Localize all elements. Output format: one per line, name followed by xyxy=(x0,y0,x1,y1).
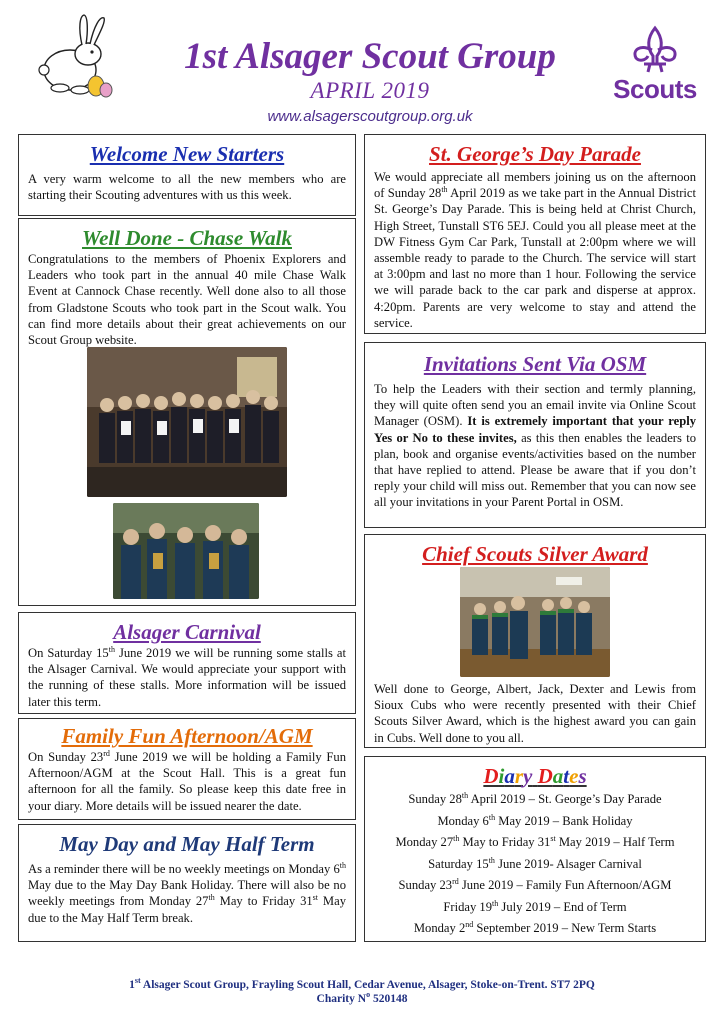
website-link[interactable]: www.alsagerscoutgroup.org.uk xyxy=(267,108,473,125)
family-fun-title: Family Fun Afternoon/AGM xyxy=(61,724,313,748)
scouts-wordmark: Scouts xyxy=(613,74,697,104)
fleur-de-lis-icon xyxy=(600,24,710,76)
scouts-logo xyxy=(600,24,710,104)
silver-award-section xyxy=(364,534,706,748)
may-day-body: As a reminder there will be no weekly meetings on Monday 6th May due to the May Day Bank Holiday. There will also be no weekly meetings from Monday 27th May to Friday 31st May due to the May Half Term break. xyxy=(28,860,346,925)
welcome-title: Welcome New Starters xyxy=(89,142,285,166)
chase-walk-body: Congratulations to the members of Phoenix Explorers and Leaders who took part in the annual 40 mile Chase Walk Event at Cannock Chase recently. Well done also to all those from Gladstone Scouts who took part in the Scout walk. You can find more details about their great achievements on our Scout Group website. xyxy=(28,252,346,348)
diary-title-letter: D xyxy=(537,764,553,788)
diary-date-item: Sunday 23rd June 2019 – Family Fun Afternoon/AGM xyxy=(398,876,672,892)
st-george-body: We would appreciate all members joining us on the afternoon of Sunday 28th April 2019 as we take part in the Annual District St. George’s Day Parade. This is being held at Christ Church, High Street, Tunstall ST6 5EJ. Could you all please meet at the DW Fitness Gym Car Park, Tunstall at 2:00pm where we will assemble ready to parade to the Church. The service will start at 3:00pm and last no more than 1 hour. Following the service we will parade back to the car park and disperse at approx. 4:20pm. Parents are very welcome to stay and attend the service. xyxy=(374,170,696,330)
silver-award-title: Chief Scouts Silver Award xyxy=(422,542,648,566)
diary-dates-section xyxy=(364,756,706,942)
diary-date-item: Sunday 28th April 2019 – St. George’s Day Parade xyxy=(408,790,662,806)
family-fun-section xyxy=(18,718,356,820)
diary-date-item: Monday 2nd September 2019 – New Term Starts xyxy=(413,919,657,935)
carnival-title: Alsager Carnival xyxy=(113,620,261,644)
silver-award-photo xyxy=(460,567,610,677)
diary-date-item: Monday 6th May 2019 – Bank Holiday xyxy=(437,812,633,828)
diary-title-letter: a xyxy=(552,764,564,788)
footer-address: 1st Alsager Scout Group, Frayling Scout Hall, Cedar Avenue, Alsager, Stoke-on-Trent. ST7 2PQ xyxy=(129,976,595,991)
st-george-title: St. George’s Day Parade xyxy=(429,142,641,166)
may-day-title: May Day and May Half Term xyxy=(59,832,315,856)
diary-title-letter: s xyxy=(578,764,587,788)
welcome-section xyxy=(18,134,356,216)
diary-title-letter: y xyxy=(523,764,533,788)
osm-section xyxy=(364,342,706,528)
carnival-section xyxy=(18,612,356,714)
diary-date-item: Saturday 15th June 2019- Alsager Carnival xyxy=(428,855,642,871)
osm-title: Invitations Sent Via OSM xyxy=(423,352,647,376)
footer-charity: Charity $N^o$ 520148 xyxy=(316,990,408,1005)
diary-title-letter: r xyxy=(514,764,524,788)
diary-title-letter: a xyxy=(504,764,515,788)
diary-title-letter: D xyxy=(483,764,499,788)
diary-title-letter: i xyxy=(498,764,505,788)
diary-date-item: Friday 19th July 2019 – End of Term xyxy=(443,898,627,914)
chase-walk-title: Well Done - Chase Walk xyxy=(81,226,292,250)
chase-walk-group-photo xyxy=(87,347,287,497)
diary-dates-list xyxy=(371,789,699,940)
chase-walk-section xyxy=(18,218,356,606)
welcome-body: A very warm welcome to all the new members who are starting their Scouting adventures with us this week. xyxy=(28,172,346,203)
st-george-section xyxy=(364,134,706,334)
footer xyxy=(80,978,644,1006)
easter-rabbit-logo xyxy=(22,12,132,104)
osm-body: To help the Leaders with their section and termly planning, they will quite often send you an email invite via Online Scout Manager (OSM). It is extremely important that your reply Yes or No to these invites, as this then enables the leaders to plan, book and organise events/activities based on the number that have replied to attend. Please be aware that if you don’t reply your child will miss out. Remember that you can now see all your invitations in your Parent Portal in OSM. xyxy=(374,382,697,510)
diary-dates-title xyxy=(371,763,699,789)
may-day-section xyxy=(18,824,356,942)
silver-award-body: Well done to George, Albert, Jack, Dexter and Lewis from Sioux Cubs who were recently presented with their Chief Scouts Silver Award, which is the highest award you can gain in Cubs. Well done to you all. xyxy=(374,682,696,745)
diary-title-letter: e xyxy=(569,764,579,788)
diary-title-letter: t xyxy=(563,764,570,788)
family-fun-body: On Sunday 23rd June 2019 we will be holding a Family Fun Afternoon/AGM at the Scout Hall. This is a great fun afternoon for all the family. So please keep this date free in your diary. More details will be issued nearer the date. xyxy=(28,748,346,813)
diary-date-item: Monday 27th May to Friday 31st May 2019 – Half Term xyxy=(395,833,675,849)
newsletter-title: 1st Alsager Scout Group xyxy=(184,36,556,77)
carnival-body: On Saturday 15th June 2019 we will be running some stalls at the Alsager Carnival. We would appreciate your support with the running of these stalls. More information will be issued later this term. xyxy=(28,644,346,709)
newsletter-date: APRIL 2019 xyxy=(310,78,430,103)
chase-walk-scouts-photo xyxy=(113,503,259,599)
